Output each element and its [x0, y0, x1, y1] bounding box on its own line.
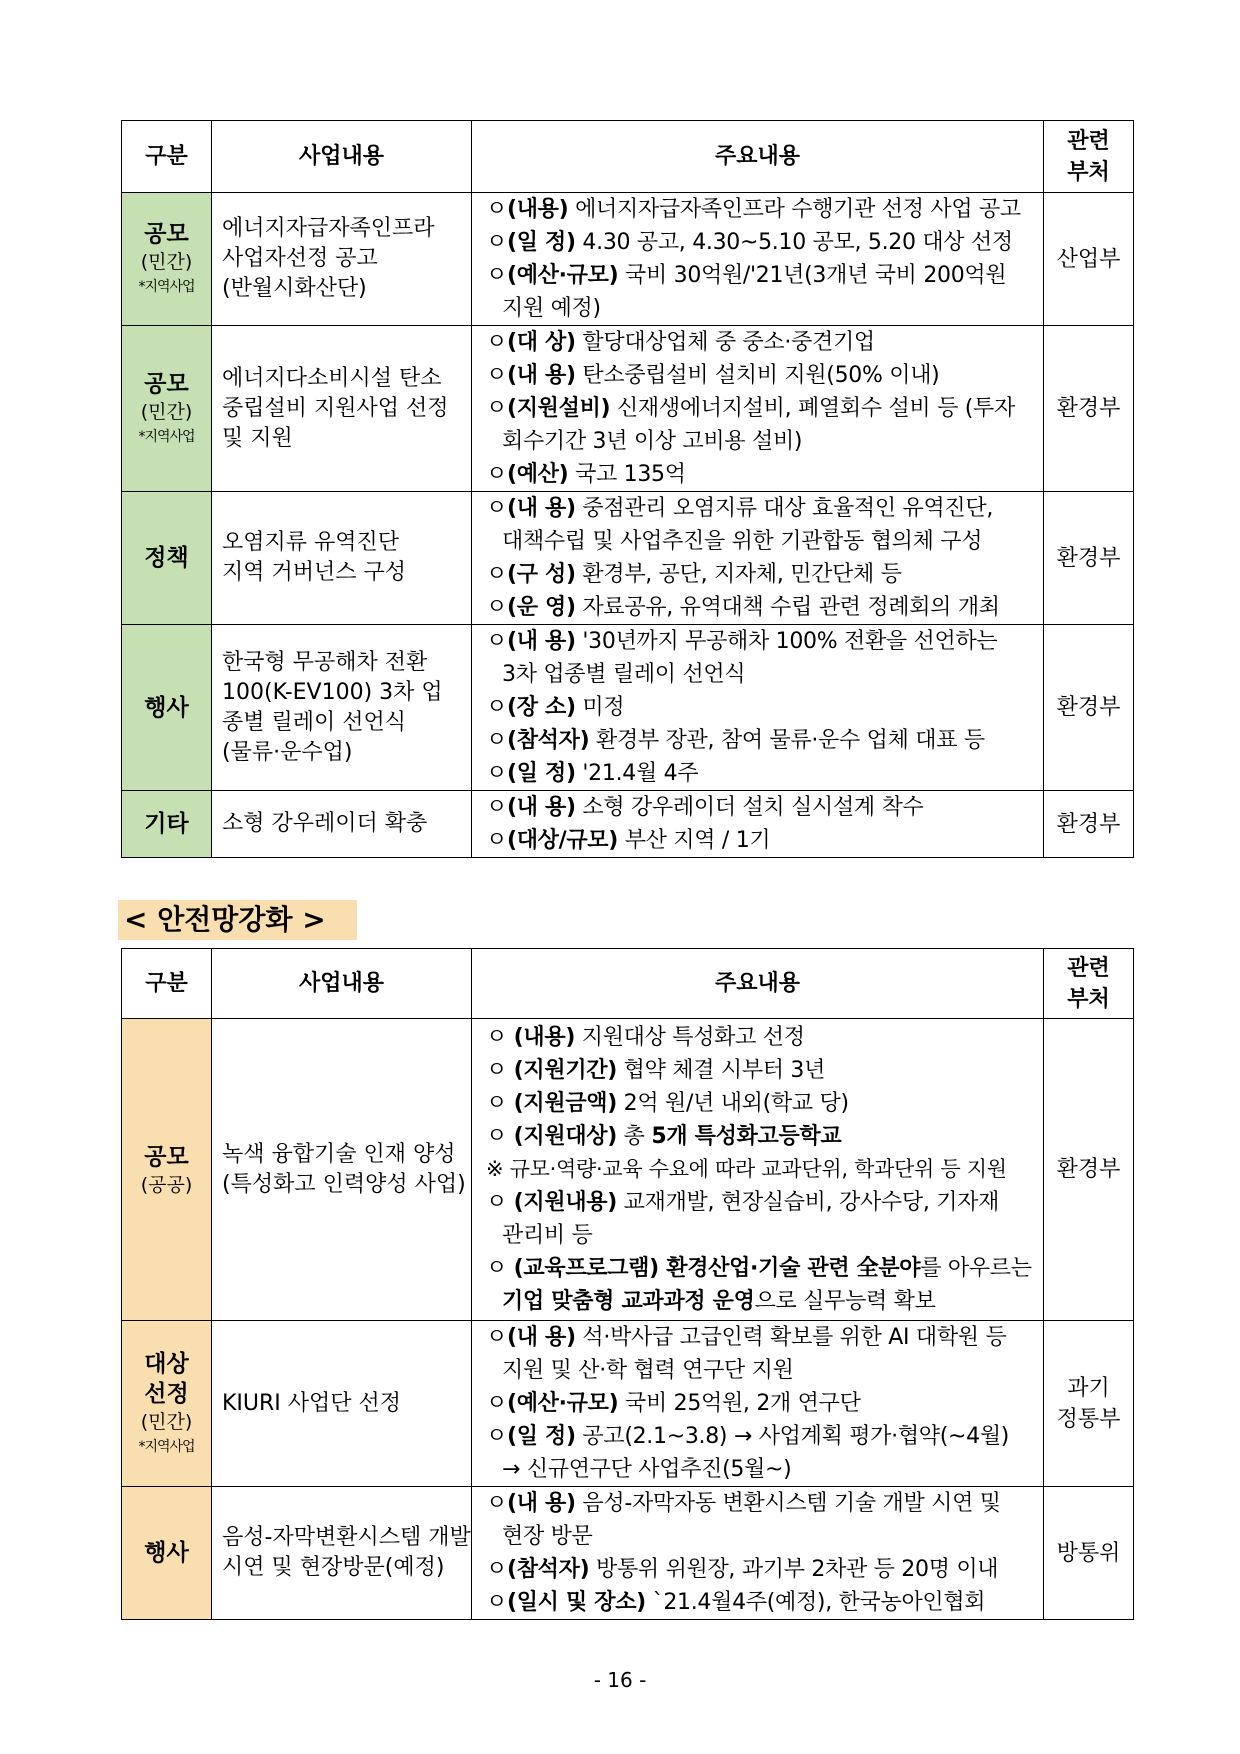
detail-item — [486, 458, 1037, 491]
detail-label: (장 소) — [506, 695, 576, 720]
project-cell — [212, 1019, 472, 1321]
project-cell — [212, 326, 472, 492]
bullet-icon: ㅇ — [486, 1025, 507, 1050]
header-dept-line2: 부처 — [1067, 159, 1110, 185]
details-cell — [472, 326, 1044, 492]
bullet-icon: ㅇ — [486, 1590, 507, 1615]
detail-item — [486, 193, 1037, 226]
table-row — [122, 625, 1134, 791]
department-cell: 환경부 — [1044, 625, 1134, 791]
detail-label: (내 용) — [506, 1325, 576, 1350]
category-note: *지역사업 — [138, 428, 195, 445]
project-cell — [212, 791, 472, 858]
department-cell: 환경부 — [1044, 791, 1134, 858]
details-cell — [472, 193, 1044, 326]
bullet-icon: ㅇ — [486, 562, 507, 587]
project-line: 녹색 융합기술 인재 양성 — [222, 1141, 456, 1167]
project-cell — [212, 625, 472, 791]
table-row — [122, 791, 1134, 858]
bullet-icon: ㅇ — [486, 1325, 507, 1350]
bullet-icon: ㅇ — [486, 728, 507, 753]
project-cell — [212, 1487, 472, 1620]
table-2-header — [122, 949, 1134, 1019]
department-cell: 방통위 — [1044, 1487, 1134, 1620]
detail-text: `21.4월4주(예정), 한국농아인협회 — [645, 1590, 986, 1615]
detail-label: (지원기간) — [513, 1058, 617, 1083]
detail-item — [486, 1186, 1037, 1219]
detail-item — [486, 691, 1037, 724]
detail-label: (내용) — [506, 197, 569, 222]
project-line: 시연 및 현장방문(예정) — [222, 1555, 445, 1580]
project-line: 에너지다소비시설 탄소 — [222, 365, 442, 391]
department-cell — [1044, 1321, 1134, 1487]
bullet-icon: ㅇ — [486, 828, 507, 853]
category-label: 대상 — [144, 1350, 189, 1377]
details-cell — [472, 1019, 1044, 1321]
section-title: < 안전망강화 > — [118, 900, 357, 940]
bullet-icon: ㅇ — [486, 1391, 507, 1416]
details-cell — [472, 1321, 1044, 1487]
detail-item — [486, 1487, 1037, 1520]
detail-text: 신재생에너지설비, 폐열회수 설비 등 (투자 — [610, 396, 1015, 421]
header-dept-line1: 관련 — [1067, 955, 1110, 981]
detail-text: 에너지자급자족인프라 수행기관 선정 사업 공고 — [568, 197, 1021, 222]
detail-item — [486, 259, 1037, 292]
detail-item — [486, 1054, 1037, 1087]
header-dept — [1044, 121, 1134, 193]
detail-text: 교재개발, 현장실습비, 강사수당, 기자재 — [616, 1190, 1000, 1215]
header-saup: 사업내용 — [212, 121, 472, 193]
detail-label: (일 정) — [506, 761, 576, 786]
header-dept-line1: 관련 — [1067, 128, 1110, 154]
detail-label: (참석자) — [506, 1557, 590, 1582]
detail-text: 4.30 공고, 4.30~5.10 공모, 5.20 대상 선정 — [575, 230, 1013, 255]
detail-continuation: 지원 예정) — [502, 296, 601, 321]
detail-text: 할당대상업체 중 중소·중견기업 — [575, 330, 875, 355]
detail-item — [486, 1420, 1037, 1453]
bullet-icon: ㅇ — [486, 1190, 507, 1215]
bullet-icon: ㅇ — [486, 1424, 507, 1449]
detail-text: 2억 원/년 내외(학교 당) — [616, 1091, 849, 1116]
department-line: 정통부 — [1056, 1406, 1121, 1432]
project-line: 100(K-EV100) 3차 업 — [222, 679, 443, 705]
detail-label: (일 정) — [506, 1424, 576, 1449]
bullet-icon: ㅇ — [486, 1557, 507, 1582]
bullet-icon: ㅇ — [486, 1124, 507, 1149]
details-cell — [472, 492, 1044, 625]
detail-text: 공고(2.1~3.8) → 사업계획 평가·협약(~4월) — [575, 1424, 1010, 1449]
detail-label: (대상/규모) — [506, 828, 619, 853]
project-cell — [212, 492, 472, 625]
project-line: 지역 거버넌스 구성 — [222, 560, 407, 585]
detail-item — [486, 824, 1037, 857]
category-label: 정책 — [144, 545, 189, 571]
table-row — [122, 1321, 1134, 1487]
project-line: 소형 강우레이더 확충 — [222, 811, 428, 836]
reference-note: ※ 규모·역량·교육 수요에 따라 교과단위, 학과단위 등 지원 — [486, 1157, 1007, 1181]
bullet-icon: ㅇ — [486, 1491, 507, 1516]
detail-item — [486, 1553, 1037, 1586]
category-label: 기타 — [144, 811, 189, 837]
detail-label: (지원내용) — [513, 1190, 617, 1215]
project-line: (물류·운수업) — [222, 739, 353, 765]
bullet-icon: ㅇ — [486, 629, 507, 654]
project-line: 종별 릴레이 선언식 — [222, 709, 407, 735]
detail-continuation — [486, 1285, 1037, 1318]
header-dept — [1044, 949, 1134, 1019]
detail-text: 탄소중립설비 설치비 지원(50% 이내) — [575, 363, 940, 388]
header-juyo: 주요내용 — [472, 121, 1044, 193]
detail-item — [486, 1586, 1037, 1619]
project-cell — [212, 193, 472, 326]
detail-text: '30년까지 무공해차 100% 전환을 선언하는 — [575, 629, 998, 654]
detail-label: (교육프로그램) — [513, 1256, 659, 1281]
detail-text: 국비 30억원/'21년(3개년 국비 200억원 — [618, 263, 1007, 288]
project-line: 에너지자급자족인프라 — [222, 216, 435, 241]
detail-continuation: 회수기간 3년 이상 고비용 설비) — [502, 429, 803, 454]
detail-text: 국고 135억 — [568, 462, 686, 487]
bullet-icon: ㅇ — [486, 695, 507, 720]
department-cell: 환경부 — [1044, 492, 1134, 625]
detail-label: (내 용) — [506, 629, 576, 654]
detail-item — [486, 1387, 1037, 1420]
bullet-icon: ㅇ — [486, 197, 507, 222]
detail-item — [486, 757, 1037, 790]
bullet-icon: ㅇ — [486, 330, 507, 355]
header-gubun: 구분 — [122, 949, 212, 1019]
page-number: - 16 - — [593, 1668, 647, 1692]
detail-bold-text: 환경산업·기술 관련 全분야 — [658, 1256, 921, 1281]
detail-item — [486, 326, 1037, 359]
detail-label: (내 용) — [506, 496, 576, 521]
bullet-icon: ㅇ — [486, 1091, 507, 1116]
detail-text: 총 — [616, 1124, 652, 1149]
detail-label: (구 성) — [506, 562, 576, 587]
detail-label: (운 영) — [506, 595, 576, 620]
bullet-icon: ㅇ — [486, 761, 507, 786]
table-2 — [121, 948, 1134, 1620]
detail-item — [486, 359, 1037, 392]
detail-continuation: 3차 업종별 릴레이 선언식 — [502, 662, 746, 687]
header-dept-line2: 부처 — [1067, 986, 1110, 1012]
category-label: 행사 — [144, 694, 189, 721]
department-cell: 산업부 — [1044, 193, 1134, 326]
project-line: 한국형 무공해차 전환 — [222, 649, 428, 675]
bullet-icon: ㅇ — [486, 462, 507, 487]
category-sub: (민간) — [140, 1410, 193, 1433]
bullet-icon: ㅇ — [486, 496, 507, 521]
detail-text: 음성-자막자동 변환시스템 기술 개발 시연 및 — [575, 1491, 1001, 1516]
category-cell — [122, 791, 212, 858]
category-note: *지역사업 — [138, 279, 195, 295]
table-1-header — [122, 121, 1134, 193]
bullet-icon: ㅇ — [486, 363, 507, 388]
detail-label: (일시 및 장소) — [506, 1590, 646, 1615]
table-row — [122, 326, 1134, 492]
category-label: 공모 — [144, 221, 189, 247]
detail-text: 부산 지역 / 1기 — [618, 828, 771, 853]
detail-bold-text: 5개 특성화고등학교 — [651, 1124, 842, 1149]
department-cell: 환경부 — [1044, 1019, 1134, 1321]
category-label: 공모 — [144, 1143, 189, 1170]
detail-item — [486, 1252, 1037, 1285]
detail-item — [486, 1021, 1037, 1054]
bullet-icon: ㅇ — [486, 795, 507, 820]
category-label: 공모 — [144, 370, 189, 397]
detail-text: 중점관리 오염지류 대상 효율적인 유역진단, — [575, 496, 994, 521]
detail-label: (예산·규모) — [506, 263, 619, 288]
category-sub: (민간) — [140, 251, 193, 273]
detail-continuation: 현장 방문 — [502, 1524, 593, 1549]
detail-label: (예산) — [506, 462, 569, 487]
department-line: 과기 — [1067, 1375, 1110, 1401]
project-cell — [212, 1321, 472, 1487]
detail-label: (참석자) — [506, 728, 590, 753]
project-line: 음성-자막변환시스템 개발 — [222, 1525, 471, 1550]
detail-label: (내용) — [513, 1025, 576, 1050]
detail-label: (내 용) — [506, 795, 576, 820]
detail-bold-text: 기업 맞춤형 교과과정 운영 — [502, 1289, 755, 1314]
bullet-icon: ㅇ — [486, 1256, 507, 1281]
detail-item — [486, 1087, 1037, 1120]
detail-item — [486, 625, 1037, 658]
bullet-icon: ㅇ — [486, 1058, 507, 1083]
detail-item — [486, 1321, 1037, 1354]
department-cell: 환경부 — [1044, 326, 1134, 492]
detail-text: 석·박사급 고급인력 확보를 위한 AI 대학원 등 — [575, 1325, 1007, 1350]
detail-text: 자료공유, 유역대책 수립 관련 정례회의 개최 — [575, 595, 1000, 620]
header-gubun: 구분 — [122, 121, 212, 193]
category-cell — [122, 1487, 212, 1620]
category-sub: (민간) — [140, 400, 193, 423]
category-note: *지역사업 — [138, 1438, 195, 1455]
project-line: 오염지류 유역진단 — [222, 530, 400, 555]
detail-text: 소형 강우레이더 설치 실시설계 착수 — [575, 795, 924, 820]
table-row — [122, 1019, 1134, 1321]
detail-label: (지원설비) — [506, 396, 611, 421]
detail-item — [486, 492, 1037, 525]
project-line: KIURI 사업단 선정 — [222, 1390, 402, 1416]
category-cell — [122, 326, 212, 492]
project-line: 중립설비 지원사업 선정 — [222, 395, 449, 421]
detail-label: (내 용) — [506, 363, 576, 388]
detail-item — [486, 558, 1037, 591]
detail-text: 환경부 장관, 참여 물류·운수 업체 대표 등 — [589, 728, 985, 753]
category-label: 행사 — [144, 1540, 189, 1566]
detail-continuation: 대책수립 및 사업추진을 위한 기관합동 협의체 구성 — [502, 529, 983, 554]
bullet-icon: ㅇ — [486, 230, 507, 255]
details-cell — [472, 1487, 1044, 1620]
detail-label: (지원대상) — [513, 1124, 617, 1149]
project-line: 및 지원 — [222, 425, 293, 451]
detail-label: (내 용) — [506, 1491, 576, 1516]
detail-text: 지원대상 특성화고 선정 — [575, 1025, 805, 1050]
detail-text: 방통위 위원장, 과기부 2차관 등 20명 이내 — [589, 1557, 999, 1582]
detail-text: 미정 — [575, 695, 625, 720]
detail-item — [486, 392, 1037, 425]
header-saup: 사업내용 — [212, 949, 472, 1019]
detail-text: 협약 체결 시부터 3년 — [616, 1058, 826, 1083]
detail-continuation: 지원 및 산·학 협력 연구단 지원 — [502, 1358, 794, 1383]
detail-label: (대 상) — [506, 330, 576, 355]
project-line: (특성화고 인력양성 사업) — [222, 1171, 466, 1197]
project-line: (반월시화산단) — [222, 276, 367, 301]
bullet-icon: ㅇ — [486, 595, 507, 620]
detail-item — [486, 1120, 1037, 1153]
project-line: 사업자선정 공고 — [222, 246, 378, 271]
category-cell — [122, 1321, 212, 1487]
category-label: 선정 — [144, 1380, 189, 1407]
detail-continuation: 관리비 등 — [502, 1223, 593, 1248]
category-cell — [122, 193, 212, 326]
detail-label: (지원금액) — [513, 1091, 617, 1116]
detail-continuation: → 신규연구단 사업추진(5월~) — [502, 1457, 792, 1482]
details-cell — [472, 625, 1044, 791]
header-juyo: 주요내용 — [472, 949, 1044, 1019]
detail-text: '21.4월 4주 — [575, 761, 699, 786]
category-cell — [122, 1019, 212, 1321]
detail-label: (일 정) — [506, 230, 576, 255]
detail-text: 환경부, 공단, 지자체, 민간단체 등 — [575, 562, 902, 587]
details-cell — [472, 791, 1044, 858]
category-sub: (공공) — [140, 1173, 193, 1196]
table-1 — [121, 120, 1134, 858]
detail-label: (예산·규모) — [506, 1391, 619, 1416]
bullet-icon: ㅇ — [486, 263, 507, 288]
detail-item — [486, 226, 1037, 259]
category-cell — [122, 625, 212, 791]
table-row — [122, 193, 1134, 326]
bullet-icon: ㅇ — [486, 396, 507, 421]
detail-text: 국비 25억원, 2개 연구단 — [618, 1391, 861, 1416]
detail-item — [486, 724, 1037, 757]
table-row — [122, 492, 1134, 625]
detail-text: 를 아우르는 — [920, 1256, 1032, 1281]
table-row — [122, 1487, 1134, 1620]
category-cell — [122, 492, 212, 625]
detail-item — [486, 591, 1037, 624]
detail-text: 으로 실무능력 확보 — [754, 1289, 936, 1314]
detail-item — [486, 791, 1037, 824]
